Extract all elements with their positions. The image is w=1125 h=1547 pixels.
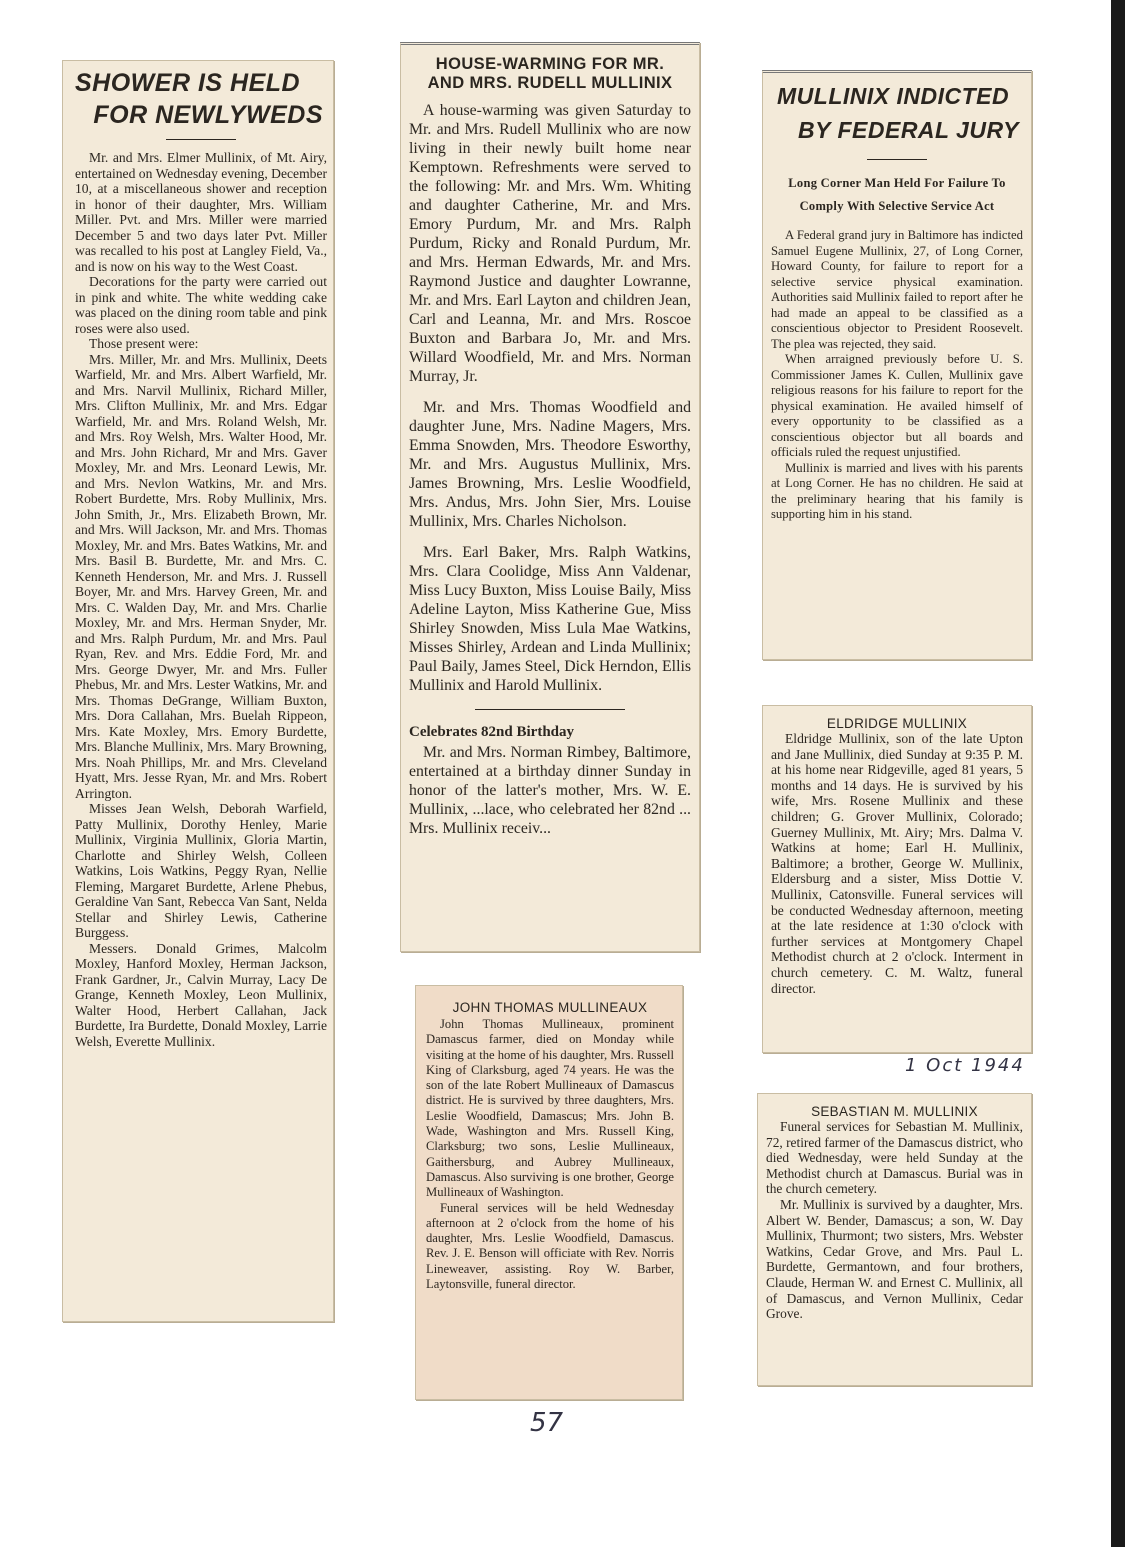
clipping-sebastian-mullinix [757, 1093, 1032, 1386]
sub-headline: Long Corner Man Held For Failure To Comply With Selective Service Act [788, 176, 1006, 213]
headline-line1: HOUSE-WARMING FOR MR. [435, 55, 665, 73]
headline-line1: SHOWER IS HELD [75, 69, 301, 97]
obituary-title: SEBASTIAN M. MULLINIX [811, 1104, 978, 1119]
divider-rule [475, 709, 625, 710]
article-paragraph: A Federal grand jury in Baltimore has indicted Samuel Eugene Mullinix, 27, of Long Corner, Howard County, for failure to report for a selective service physical examination. Authorities said Mullinix failed to report after he had made an appeal to be classified as a conscientious objector to President Roosevelt. The plea was rejected, they said. [771, 228, 1023, 351]
sub-headline: Celebrates 82nd Birthday [409, 724, 574, 740]
article-paragraph: When arraigned previously before U. S. Commissioner James K. Cullen, Mullinix gave religious reasons for his failure to report for the physical examination. He availed himself of every opportunity to be classified as a conscientious objector but all boards and officials ruled the request unjustified. [771, 352, 1023, 459]
article-paragraph: Funeral services for Sebastian M. Mullinix, 72, retired farmer of the Damascus district, who died Wednesday, were held Sunday at the Methodist church at Damascus. Burial was in the church cemetery. [766, 1119, 1023, 1197]
article-paragraph: Misses Jean Welsh, Deborah Warfield, Patty Mullinix, Dorothy Henley, Marie Mullinix, Virginia Mullinix, Gloria Martin, Charlotte and Shirley Welsh, Colleen Watkins, Lois Watkins, Peggy Ryan, Nellie Fleming, Margaret Burdette, Arlene Phebus, Geraldine Van Sant, Rebecca Van Sant, Nelda Stellar and Shirley Lewis, Catherine Burggess. [75, 801, 327, 940]
divider-rule [867, 159, 927, 160]
obituary-title: ELDRIDGE MULLINIX [826, 716, 968, 731]
article-paragraph: Funeral services will be held Wednesday afternoon at 2 o'clock from the home of his daughter, Mrs. Leslie Woodfield, Damascus. Rev. J. E. Benson will officiate with Rev. Norris Lineweaver, assisting. Roy W. Barber, Laytonsville, funeral director. [426, 1200, 674, 1292]
article-paragraph: Mrs. Miller, Mr. and Mrs. Mullinix, Deets Warfield, Mr. and Mrs. Albert Warfield, Mr. and Mrs. Narvil Mullinix, Richard Miller, Mrs. Clifton Mullinix, Mr. and Mrs. Edgar Warfield, Mr. and Mrs. Roland Welsh, Mr. and Mrs. Roy Welsh, Mrs. Walter Hood, Mr. and Mrs. John Richard, Mr and Mrs. Gaver Moxley, Mr. and Mrs. Leonard Lewis, Mr. and Mrs. Nevlon Watkins, Mr. and Mrs. Robert Burdette, Mrs. Roby Mullinix, Mrs. John Smith, Jr., Mrs. Elizabeth Brown, Mr. and Mrs. Will Jackson, Mr. and Mrs. Thomas Moxley, Mr. and Mrs. Bates Watkins, Mr. and Mrs. Basil B. Burdette, Mr. and Mrs. C. Kenneth Henderson, Mr. and Mrs. J. Russell Boyer, Mr. and Mrs. Harvey Green, Mr. and Mrs. C. Walden Day, Mr. and Mrs. Charlie Moxley, Mr. and Mrs. Herman Snyder, Mr. and Mrs. Ralph Purdum, Mr. and Mrs. Paul Ryan, Rev. and Mrs. Eddie Ford, Mr. and Mrs. George Dwyer, Mr. and Mrs. Fuller Phebus, Mr. and Mrs. Lester Watkins, Mr. and Mrs. Thomas DeGrange, William Buxton, Mrs. Dora Callahan, Mrs. Buelah Rippeon, Mrs. Kate Moxley, Mrs. Emory Burdette, Mrs. Blanche Mullinix, Mrs. Mary Browning, Mrs. Noah Phillips, Mr. and Mrs. Cleveland Hyatt, Mrs. Jesse Ryan, Mr. and Mrs. Robert Arrington. [75, 351, 327, 801]
clipping-eldridge-mullinix [762, 705, 1032, 1053]
article-paragraph: Those present were: [89, 336, 199, 351]
article-paragraph: Mr. and Mrs. Thomas Woodfield and daughter June, Mrs. Nadine Magers, Mrs. Emma Snowden, Mrs. Theodore Esworthy, Mr. and Mrs. Augustus Mullinix, Mrs. James Browning, Mrs. Leslie Woodfield, Mrs. Andus, Mrs. John Sier, Mrs. Louise Mullinix, Mrs. Charles Nicholson. [409, 399, 691, 530]
article-paragraph: Mrs. Earl Baker, Mrs. Ralph Watkins, Mrs. Clara Coolidge, Miss Ann Valdenar, Miss Lucy Buxton, Miss Louise Baily, Miss Adeline Layton, Miss Katherine Gue, Miss Shirley Snowden, Miss Lula Mae Watkins, Misses Shirley, Ardean and Linda Mullinix; Paul Baily, James Steel, Dick Herndon, Ellis Mullinix and Harold Mullinix. [409, 544, 691, 694]
article-paragraph: Mr. and Mrs. Norman Rimbey, Baltimore, entertained at a birthday dinner Sunday in honor of the latter's mother, Mrs. W. E. Mullinix, ...lace, who celebrated her 82nd ... Mrs. Mullinix receiv... [409, 744, 691, 837]
article-paragraph: Decorations for the party were carried out in pink and white. The white wedding cake was placed on the dining room table and pink roses were also used. [75, 274, 327, 336]
scan-edge [1111, 0, 1125, 1547]
article-paragraph: Messers. Donald Grimes, Malcolm Moxley, Hanford Moxley, Herman Jackson, Frank Gardner, Jr., Calvin Murray, Lacy De Grange, Kenneth Moxley, Leon Mullinix, Walter Hood, Herbert Callahan, Jack Burdette, Ira Burdette, Donald Moxley, Larrie Welsh, Everette Mullinix. [75, 940, 327, 1049]
article-paragraph: Mr. and Mrs. Elmer Mullinix, of Mt. Airy, entertained on Wednesday evening, December 10, at a miscellaneous shower and reception in honor of their daughter, Mrs. William Miller. Pvt. and Mrs. Miller were married December 5 and two days later Pvt. Miller was recalled to his post at Langley Field, Va., and is now on his way to the West Coast. [75, 150, 327, 274]
divider-rule [166, 139, 236, 140]
clipping-john-thomas-mullineaux [415, 985, 683, 1400]
handwritten-date: 1 Oct 1944 [905, 1055, 1025, 1076]
obituary-title: JOHN THOMAS MULLINEAUX [452, 1000, 648, 1015]
article-paragraph: Mr. Mullinix is survived by a daughter, Mrs. Albert W. Bender, Damascus; a son, W. Day Mullinix, Thurmont; two sisters, Mrs. Webster Watkins, Cedar Grove, and Mrs. Paul L. Burdette, Germantown, and four brothers, Claude, Herman W. and Ernest C. Mullinix, all of Damascus, and Vernon Mullinix, Cedar Grove. [766, 1196, 1023, 1322]
article-paragraph: John Thomas Mullineaux, prominent Damascus farmer, died on Monday while visiting at the home of his daughter, Mrs. Russell King of Clarksburg, aged 74 years. He was the son of the late Robert Mullineaux of Damascus district. He is survived by three daughters, Mrs. Leslie Woodfield, Damascus; Mrs. John B. Wade, Washington and Mrs. Russell King, Clarksburg; two sons, Leslie Mullineaux, Gaithersburg, and Aubrey Mullineaux, Damascus. Also surviving is one brother, George Mullineaux of Washington. [426, 1017, 674, 1200]
clipping-shower-newlyweds [62, 60, 334, 1322]
article-paragraph: A house-warming was given Saturday to Mr. and Mrs. Rudell Mullinix who are now living in their newly built home near Kemptown. Refreshments were served to the following: Mr. and Mrs. Wm. Whiting and daughter Catherine, Mr. and Mrs. Emory Purdum, Mr. and Mrs. Ralph Purdum, Ricky and Ronald Purdum, Mr. and Mrs. Herman Edwards, Mr. and Mrs. Raymond Justice and daughter Lowranne, Mr. and Mrs. Earl Layton and children Jean, Carl and Leanna, Mr. and Mrs. Roscoe Buxton and Barbara Jo, Mr. and Mrs. Willard Woodfield, Mr. and Mrs. Norman Murray, Jr. [409, 102, 691, 385]
article-paragraph: Eldridge Mullinix, son of the late Upton and Jane Mullinix, died Sunday at 9:35 P. M. at his home near Ridgeville, aged 81 years, 5 months and 14 days. He is survived by his wife, Mrs. Rosene Mullinix and these children; G. Grover Mullinix, Colorado; Guerney Mullinix, Mt. Airy; Mrs. Dalma V. Watkins at home; Earl H. Mullinix, Baltimore; a brother, George W. Mullinix, Eldersburg and a sister, Miss Dottie V. Mullinix, Catonsville. Funeral services will be conducted Wednesday afternoon, meeting at the late residence at 1:30 o'clock with further services at Montgomery Chapel Methodist church at 2 o'clock. Interment in church cemetery. C. M. Waltz, funeral director. [771, 731, 1023, 996]
clipping-house-warming [400, 42, 700, 952]
headline-line1: MULLINIX INDICTED [777, 83, 1010, 109]
clipping-mullinix-indicted [762, 70, 1032, 660]
headline-line2: AND MRS. RUDELL MULLINIX [427, 74, 673, 92]
article-paragraph: Mullinix is married and lives with his parents at Long Corner. He has no children. He said at the preliminary hearing that his family is supporting him in his stand. [771, 460, 1023, 521]
headline-line2: BY FEDERAL JURY [798, 117, 1019, 143]
handwritten-page-number: 57 [530, 1408, 564, 1438]
headline-line2: FOR NEWLYWEDS [93, 101, 323, 129]
